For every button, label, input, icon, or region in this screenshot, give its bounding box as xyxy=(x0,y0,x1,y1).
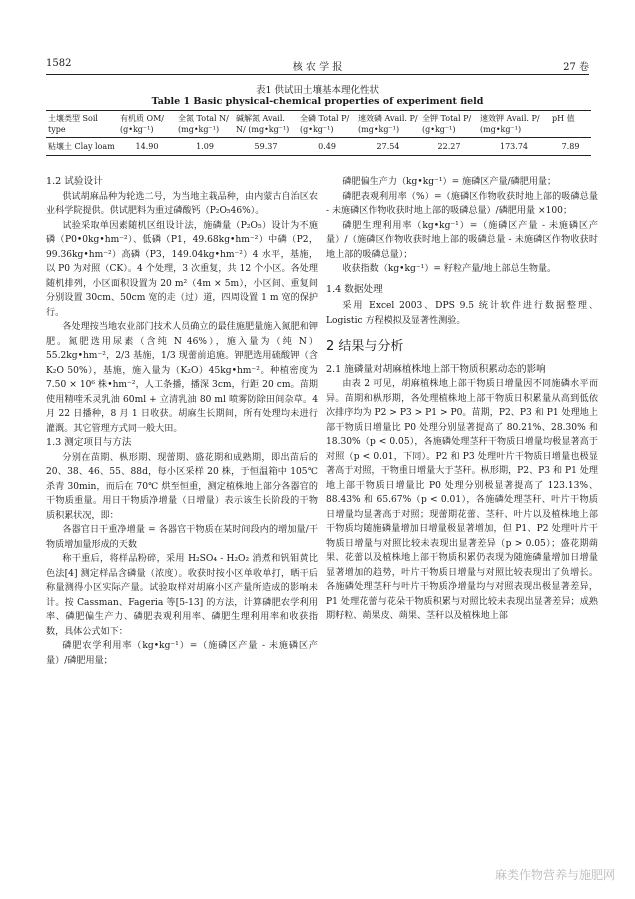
left-column xyxy=(46,175,318,668)
volume-label: 27 卷 xyxy=(563,62,589,73)
column-header: 有机质 OM/ (g•kg⁻¹) xyxy=(120,114,164,134)
column-header: 碱解氮 Avail. N/ (mg•kg⁻¹) xyxy=(236,114,290,134)
body-paragraph: 各处理按当地农业部门技术人员确立的最佳施肥量施入氮肥和钾肥。氮肥选用尿素（含纯 N 46%），施入量为（纯 N）55.2kg•hm⁻²，2/3 基施，1/3 现蕾前追施。钾肥选用硫酸钾（含 K₂O 50%），基施，施入量为（K₂O）45kg•hm⁻²。种植密度为 7.50 × 10⁶ 株•hm⁻²，人工条播，播深 3cm，行距 20 cm。苗期使用精喹禾灵乳油 60ml + 立清乳油 80 ml 喷雾防除田间杂草。4 月 22 日播种，8 月 1 日收获。胡麻生长期间，所有处理均未进行灌溉。其它管理方式同一般大田。 xyxy=(46,322,318,434)
column-header: 速效钾 Avail. P/ (mg•kg⁻¹) xyxy=(480,114,540,134)
body-paragraph: 磷肥表观利用率（%）=（施磷区作物收获时地上部的吸磷总量 - 未施磷区作物收获时地上部的吸磷总量）/磷肥用量 ×100； xyxy=(326,191,598,216)
subsection-heading: 1.4 数据处理 xyxy=(326,283,383,295)
body-paragraph: 磷肥偏生产力（kg•kg⁻¹）= 施磷区产量/磷肥用量； xyxy=(342,177,557,187)
column-header: 全钾 Total P/ (g•kg⁻¹) xyxy=(422,114,472,134)
table-cell: 14.90 xyxy=(135,142,159,151)
body-paragraph: 供试胡麻品种为轮选二号，为当地主栽品种，由内蒙古自治区农业科学院提供。供试肥料为重过磷酸钙（P₂O₅46%）。 xyxy=(46,191,318,216)
body-paragraph: 各器官日干重净增量 = 各器官干物质在某时间段内的增加量/干物质增加量形成的天数 xyxy=(46,525,318,550)
subsection-heading: 1.3 测定项目与方法 xyxy=(46,437,132,448)
table-cell: 1.09 xyxy=(196,142,214,151)
table-cell: 59.37 xyxy=(254,142,278,151)
column-header: 全氮 Total N/ (mg•kg⁻¹) xyxy=(178,114,229,134)
right-column xyxy=(326,175,598,624)
table-header-row xyxy=(46,111,591,138)
column-header: 速效磷 Avail. P/ (mg•kg⁻¹) xyxy=(358,114,418,134)
column-header: pH 值 xyxy=(552,114,575,123)
body-paragraph: 试验采取单因素随机区组设计法，施磷量（P₂O₅）设计为不施磷（P0•0kg•hm⁻²）、低磷（P1，49.68kg•hm⁻²）中磷（P2，99.36kg•hm⁻²）高磷（P3，149.04kg•hm⁻²）4 水平，基施，以 P0 为对照（CK）。4 个处理，3 次重复，共 12 个小区。各处理随机排列，小区面积设置为 20 m²（4m × 5m），小区间、重复间分别设置 30cm、50cm 宽的走（过）道，四周设置 1 m 宽的保护行。 xyxy=(46,220,318,318)
soil-properties-table xyxy=(46,110,591,156)
body-paragraph: 称干重后，将样品粉碎，采用 H₂SO₄ - H₂O₂ 消煮和钒钼黄比色法[4] 测定样品含磷量（浓度）。收获时按小区单收单打，晒干后称量测得小区实际产量。试验取样对胡麻小区产量所造成的影响未计。按 Cassman、Fageria 等[5-13] 的方法，计算磷肥农学利用率、磷肥偏生产力、磷肥表观利用率、磷肥生理利用率和收获指数，具体公式如下： xyxy=(46,554,318,637)
table-cell: 7.89 xyxy=(561,142,580,151)
subsection-heading: 2.1 施磷量对胡麻植株地上部干物质积累动态的影响 xyxy=(326,363,546,375)
table-cell: 0.49 xyxy=(318,142,336,151)
table-cell: 粘壤土 Clay loam xyxy=(48,142,115,151)
site-watermark: 麻类作物营养与施肥网 xyxy=(494,868,615,882)
table-caption-en: Table 1 Basic physical-chemical properties of experiment field xyxy=(151,96,484,107)
page-number: 1582 xyxy=(46,58,72,69)
journal-name: 核 农 学 报 xyxy=(292,62,343,73)
subsection-heading: 1.2 试验设计 xyxy=(46,176,103,187)
body-paragraph: 由表 2 可见，胡麻植株地上部干物质日增量因不同施磷水平而异。苗期和枞形期，各处理植株地上部干物质日积累量从高到低依次排序均为 P2 > P3 > P1 > P0。苗期，P2、P3 和 P1 处理地上部干物质日增量比 P0 处理分别显著提高了 80.21%、28.30% 和 18.30%（p < 0.05），各施磷处理茎秆干物质日增量均极显著高于对照（p < 0.01，下同）。P2 和 P3 处理叶片干物质日增量也极显著高于对照，干物重日增量大于茎秆。枞形期，P2、P3 和 P1 处理地上部干物质日增量比 P0 处理分别极显著提高了 123.13%、88.43% 和 65.67%（p < 0.01），各施磷处理茎秆、叶片干物质日增量均显著高于对照；现蕾期花蕾、茎秆、叶片以及植株地上部干物质均随施磷量增加日增量极显著增加，但 P1、P2 处理叶片干物质日增量与对照比较未表现出显著差异（p > 0.05）；盛花期蒴果、花蕾以及植株地上部干物质积累仍表现为随施磷量增加日增量显著增加的趋势，叶片干物质日增量与对照比较表现出了负增长。各施磷处理茎秆与叶片干物质净增量均与对照表现出极显著差异，P1 处理花蕾与花朵干物质积累与对照比较未表现出显著差异；成熟期籽粒、蒴果皮、蒴果、茎秆以及植株地上部 xyxy=(326,379,598,621)
body-paragraph: 收获指数（kg•kg⁻¹）= 籽粒产量/地上部总生物量。 xyxy=(342,264,557,274)
column-header: 全磷 Total P/ (g•kg⁻¹) xyxy=(300,114,350,134)
body-paragraph: 磷肥农学利用率（kg•kg⁻¹）=（施磷区产量 - 未施磷区产量）/磷肥用量； xyxy=(46,641,318,666)
table-cell: 22.27 xyxy=(437,142,461,151)
table-cell: 173.74 xyxy=(500,142,528,151)
body-paragraph: 采用 Excel 2003、DPS 9.5 统计软件进行数据整理、Logistic 方程模拟及显著性测验。 xyxy=(326,301,598,326)
table-cell: 27.54 xyxy=(376,142,400,151)
table-caption-cn: 表1 供试田土壤基本理化性状 xyxy=(255,85,380,96)
body-paragraph: 分别在苗期、枞形期、现蕾期、盛花期和成熟期，即出苗后的 20、38、46、55、88d，每小区采样 20 株，于恒温箱中 105℃ 杀青 30min，而后在 70℃ 烘至恒重，测定植株地上部分各器官的干物质重量。用日干物质净增量（日增量）表示该生长阶段的干物质积累状况，即： xyxy=(46,452,318,521)
section-heading: 2 结果与分析 xyxy=(326,339,404,354)
header-rule xyxy=(46,74,589,75)
body-paragraph: 磷肥生理利用率（kg•kg⁻¹）=（施磷区产量 - 未施磷区产量）/（施磷区作物收获时地上部的吸磷总量 - 未施磷区作物收获时地上部的吸磷总量）； xyxy=(326,220,598,260)
column-header: 土壤类型 Soil type xyxy=(48,114,98,134)
table-row xyxy=(46,138,591,156)
